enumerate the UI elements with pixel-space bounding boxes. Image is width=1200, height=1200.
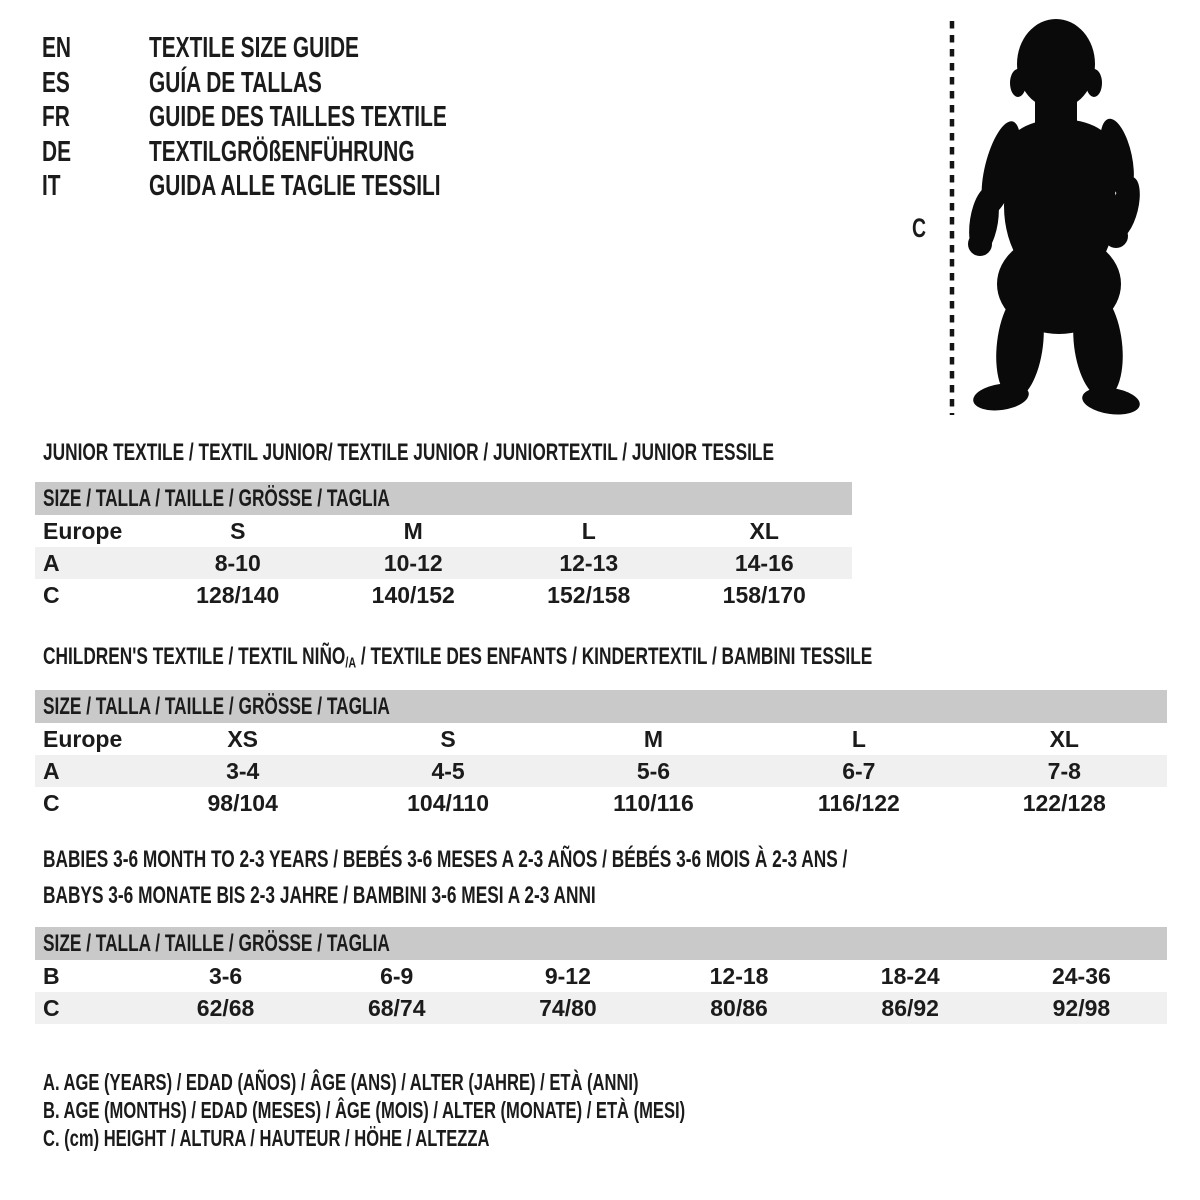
size-cell: L <box>851 725 866 752</box>
row-label: Europe <box>43 725 123 752</box>
height-cell: 92/98 <box>1052 994 1111 1021</box>
age-cell: 10-12 <box>383 549 443 576</box>
height-cell: 74/80 <box>539 994 597 1021</box>
table-row <box>35 515 852 547</box>
height-cell: 110/116 <box>613 789 694 816</box>
height-cell: 98/104 <box>207 789 278 816</box>
table-row <box>35 960 1167 992</box>
row-label: C <box>43 581 60 608</box>
age-cell: 24-36 <box>1051 962 1111 989</box>
legend-line-b: B. AGE (MONTHS) / EDAD (MESES) / ÂGE (MOIS) / ALTER (MONATE) / ETÀ (MESI) <box>43 1097 686 1123</box>
height-measure-label: C <box>912 213 927 243</box>
measure-legend <box>43 1068 935 1152</box>
age-cell: 12-18 <box>709 962 769 989</box>
language-code: DE <box>42 135 72 168</box>
table-row <box>35 992 1167 1024</box>
language-row <box>42 135 563 170</box>
legend-line-a: A. AGE (YEARS) / EDAD (AÑOS) / ÂGE (ANS) / ALTER (JAHRE) / ETÀ (ANNI) <box>43 1069 639 1095</box>
height-cell: 158/170 <box>722 581 806 608</box>
height-cell: 104/110 <box>407 789 490 816</box>
size-cell: M <box>643 725 664 752</box>
language-code: FR <box>42 101 70 133</box>
junior-size-table <box>35 482 852 611</box>
height-cell: 68/74 <box>367 994 426 1021</box>
table-row <box>35 755 1167 787</box>
size-header-bar: SIZE / TALLA / TAILLE / GRÖSSE / TAGLIA <box>35 690 1167 723</box>
height-cell: 80/86 <box>710 994 768 1021</box>
toddler-body <box>965 19 1146 418</box>
height-cell: 152/158 <box>547 581 631 608</box>
age-cell: 18-24 <box>880 962 940 989</box>
size-cell: XS <box>227 725 259 752</box>
row-label: B <box>43 962 60 989</box>
height-cell: 128/140 <box>196 581 280 608</box>
age-cell: 7-8 <box>1047 757 1081 784</box>
language-title-list <box>42 31 563 204</box>
language-title: TEXTILE SIZE GUIDE <box>149 32 359 64</box>
legend-line-c: C. (cm) HEIGHT / ALTURA / HAUTEUR / HÖHE / ALTEZZA <box>43 1125 490 1151</box>
language-code: IT <box>42 170 61 202</box>
age-cell: 8-10 <box>214 549 261 576</box>
age-cell: 6-7 <box>842 757 876 784</box>
row-label: A <box>43 757 60 784</box>
children-size-table <box>35 690 1167 819</box>
language-row <box>42 31 563 66</box>
height-cell: 62/68 <box>196 994 255 1021</box>
language-row <box>42 169 563 204</box>
age-cell: 4-5 <box>431 757 465 784</box>
size-cell: S <box>440 725 456 752</box>
language-code: EN <box>42 32 72 64</box>
language-title: GUIDE DES TAILLES TEXTILE <box>149 101 447 133</box>
age-cell: 5-6 <box>636 757 671 784</box>
row-label: A <box>43 549 60 576</box>
size-header-bar: SIZE / TALLA / TAILLE / GRÖSSE / TAGLIA <box>35 927 1167 960</box>
row-label: C <box>43 994 60 1021</box>
size-cell: M <box>403 517 423 544</box>
age-cell: 14-16 <box>734 549 794 576</box>
row-label: Europe <box>43 517 123 544</box>
size-cell: XL <box>749 517 779 544</box>
language-title: GUIDA ALLE TAGLIE TESSILI <box>149 170 441 202</box>
table-row <box>35 579 852 611</box>
children-section-title: CHILDREN'S TEXTILE / TEXTIL $NIÑO_{/A}$ / TEXTILE DES ENFANTS / KINDERTEXTIL / BAMBINI TESSILE <box>43 643 873 672</box>
size-cell: L <box>581 517 596 544</box>
language-title: GUÍA DE TALLAS <box>149 66 322 99</box>
nino-a-subscript: /A <box>345 655 357 672</box>
table-row <box>35 787 1167 819</box>
height-cell: 116/122 <box>817 789 900 816</box>
age-cell: 3-4 <box>226 757 260 784</box>
height-cell: 86/92 <box>881 994 939 1021</box>
size-cell: XL <box>1049 725 1079 752</box>
height-cell: 122/128 <box>1022 789 1106 816</box>
height-cell: 140/152 <box>371 581 455 608</box>
babies-size-table <box>35 927 1167 1024</box>
babies-section-title: BABIES 3-6 MONTH TO 2-3 YEARS / BEBÉS 3-6 MESES A 2-3 AÑOS / BÉBÉS 3-6 MOIS À 2-3 ANS / BABYS 3-6 MONATE BIS 2-3 JAHRE / BAMBINI 3-6 MESI A 2-3 ANNI <box>43 846 848 909</box>
size-cell: S <box>230 517 246 544</box>
row-label: C <box>43 789 60 816</box>
toddler-silhouette-icon <box>946 16 1146 420</box>
language-row <box>42 100 563 135</box>
age-cell: 12-13 <box>559 549 619 576</box>
language-row <box>42 66 563 101</box>
language-title: TEXTILGRÖßENFÜHRUNG <box>149 135 415 168</box>
table-row <box>35 723 1167 755</box>
age-cell: 3-6 <box>208 962 243 989</box>
junior-section-title: JUNIOR TEXTILE / TEXTIL JUNIOR/ TEXTILE JUNIOR / JUNIORTEXTIL / JUNIOR TESSILE <box>43 439 774 466</box>
age-cell: 9-12 <box>544 962 591 989</box>
language-code: ES <box>42 66 70 99</box>
table-row <box>35 547 852 579</box>
size-header-bar: SIZE / TALLA / TAILLE / GRÖSSE / TAGLIA <box>35 482 852 515</box>
age-cell: 6-9 <box>380 962 414 989</box>
